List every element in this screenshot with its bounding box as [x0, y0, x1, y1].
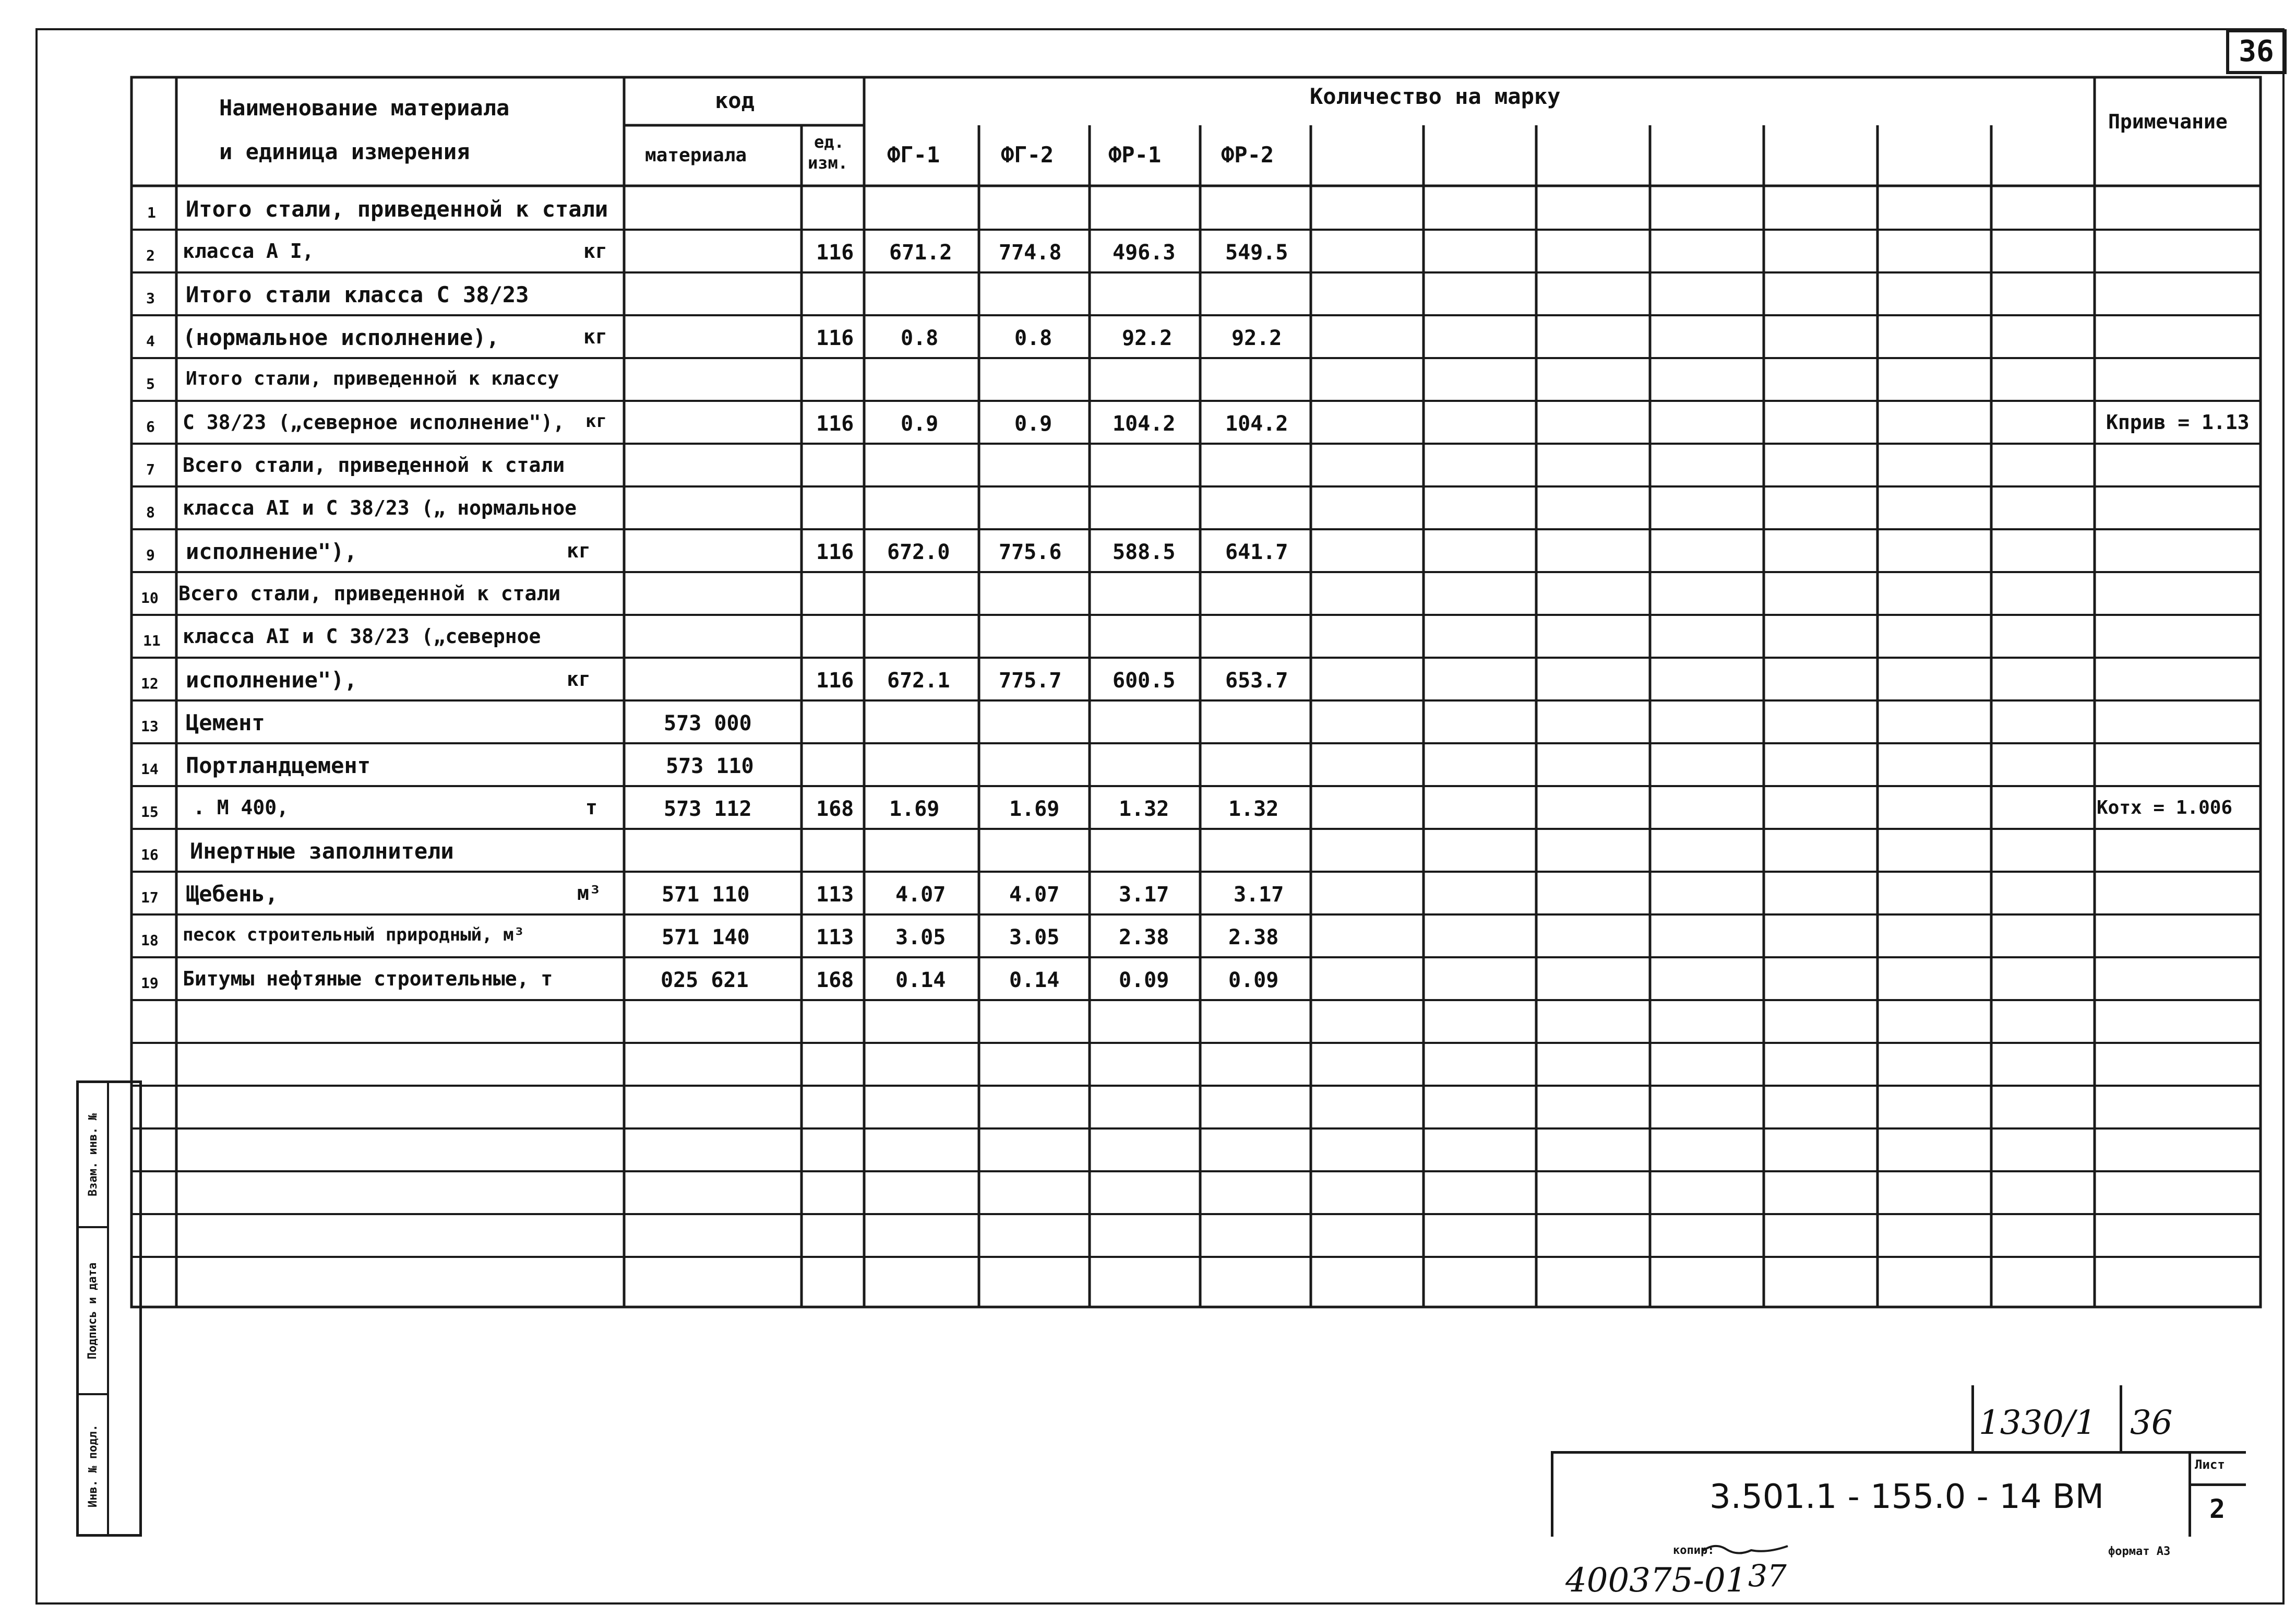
row-unit: 113: [816, 925, 854, 949]
row-unit: 113: [816, 883, 854, 907]
row-number: 13: [141, 718, 159, 735]
row-fr2: 104.2: [1225, 412, 1288, 436]
row-code: 573 112: [664, 797, 752, 821]
row-number: 8: [146, 504, 155, 521]
row-number: 14: [141, 761, 159, 778]
sheet-label: Лист: [2195, 1457, 2225, 1472]
row-number: 5: [146, 375, 155, 393]
header-mark-fg1: ФГ-1: [887, 142, 940, 168]
row-code: 571 110: [662, 883, 750, 907]
row-number: 10: [141, 589, 159, 607]
row-name: исполнение"),: [186, 667, 357, 693]
row-unit: 116: [816, 326, 854, 350]
handwritten-page: 36: [2130, 1404, 2173, 1442]
row-fr2: 1.32: [1228, 797, 1279, 821]
header-unit-line2: изм.: [808, 153, 848, 173]
row-fg2: 0.8: [1014, 326, 1053, 350]
header-mark-fr1: ФР-1: [1108, 142, 1162, 168]
row-name: Цемент: [186, 710, 265, 735]
row-fg1: 0.8: [901, 326, 939, 350]
row-name: (нормальное исполнение),: [183, 325, 499, 350]
row-name: песок строительный природный, м³: [183, 924, 525, 945]
row-unit-suffix: кг: [583, 325, 607, 348]
kopir-label: копир:: [1673, 1544, 1715, 1557]
row-unit: 116: [816, 412, 854, 436]
row-fg1: 671.2: [889, 241, 952, 265]
header-code-group: код: [715, 88, 755, 113]
row-code: 573 000: [664, 711, 752, 735]
row-fg2: 0.14: [1009, 968, 1060, 992]
row-unit: 116: [816, 241, 854, 265]
row-number: 6: [146, 418, 155, 435]
row-number: 16: [141, 846, 159, 863]
row-unit-suffix: кг: [567, 668, 591, 691]
row-fg1: 672.0: [887, 540, 950, 564]
handwritten-stamp: 400375-01: [1565, 1561, 1747, 1600]
row-name: Всего стали, приведенной к стали: [178, 582, 561, 605]
row-fr2: 3.17: [1234, 883, 1284, 907]
header-unit-line1: ед.: [814, 132, 844, 152]
row-fr1: 1.32: [1119, 797, 1169, 821]
left-approval-stamp: [76, 1080, 142, 1537]
row-unit-suffix: кг: [585, 411, 607, 432]
handwritten-number: 37: [1748, 1558, 1787, 1594]
row-unit: 116: [816, 540, 854, 564]
document-number: 3.501.1 - 155.0 - 14 ВМ: [1709, 1478, 2104, 1516]
row-fg1: 672.1: [887, 669, 950, 693]
row-number: 3: [146, 290, 155, 307]
row-fr2: 641.7: [1225, 540, 1288, 564]
row-fr1: 600.5: [1113, 669, 1176, 693]
header-quantity-group: Количество на марку: [1310, 84, 1561, 109]
row-number: 4: [146, 332, 155, 350]
stamp-replace-inv: Взам. инв. №: [86, 1113, 100, 1196]
row-name: Инертные заполнители: [190, 838, 454, 864]
row-fg2: 775.6: [999, 540, 1062, 564]
row-name: класса АI и С 38/23 („северное: [183, 625, 541, 648]
row-unit-suffix: кг: [567, 539, 591, 562]
row-code: 571 140: [662, 925, 750, 949]
title-block: [1551, 1385, 2246, 1537]
row-fg1: 4.07: [895, 883, 946, 907]
kopir-signature: [1699, 1540, 1793, 1561]
row-name: исполнение"),: [186, 539, 357, 564]
row-number: 7: [146, 461, 155, 478]
sheet-number: 2: [2209, 1494, 2226, 1524]
row-unit-suffix: т: [585, 796, 597, 819]
row-number: 1: [147, 204, 156, 221]
row-fg2: 1.69: [1009, 797, 1060, 821]
stamp-inv-no: Инв. № подл.: [86, 1424, 100, 1507]
row-fr1: 92.2: [1122, 326, 1173, 350]
row-name: Битумы нефтяные строительные, т: [183, 967, 553, 990]
stamp-sign-date: Подпись и дата: [86, 1262, 100, 1359]
row-fr1: 104.2: [1113, 412, 1176, 436]
row-number: 9: [146, 546, 155, 564]
row-fr2: 549.5: [1225, 241, 1288, 265]
row-fr1: 0.09: [1119, 968, 1169, 992]
row-fr1: 496.3: [1113, 241, 1176, 265]
row-number: 12: [141, 675, 159, 692]
row-fg1: 0.9: [901, 412, 939, 436]
row-name: Щебень,: [186, 881, 279, 907]
row-name: Портландцемент: [186, 753, 371, 778]
row-unit: 168: [816, 968, 854, 992]
row-note: Котх = 1.006: [2097, 797, 2233, 818]
row-note: Кприв = 1.13: [2106, 411, 2250, 434]
row-unit: 168: [816, 797, 854, 821]
header-name-line2: и единица измерения: [219, 139, 470, 164]
handwritten-code: 1330/1: [1979, 1404, 2097, 1442]
row-fr2: 0.09: [1228, 968, 1279, 992]
row-fg1: 0.14: [895, 968, 946, 992]
header-name-line1: Наименование материала: [219, 95, 510, 121]
row-code: 573 110: [666, 754, 754, 778]
row-code: 025 621: [661, 968, 749, 992]
format-label: формат А3: [2108, 1545, 2171, 1558]
row-fg2: 3.05: [1009, 925, 1060, 949]
header-mark-fr2: ФР-2: [1221, 142, 1274, 168]
row-fg2: 774.8: [999, 241, 1062, 265]
row-number: 19: [141, 975, 159, 992]
row-number: 18: [141, 932, 159, 949]
row-number: 15: [141, 803, 159, 821]
row-fr2: 2.38: [1228, 925, 1279, 949]
row-number: 11: [143, 632, 161, 649]
row-fg2: 0.9: [1014, 412, 1053, 436]
row-number: 17: [141, 889, 159, 906]
row-unit-suffix: кг: [583, 240, 607, 263]
header-code-material: материала: [645, 145, 747, 166]
row-fr1: 3.17: [1119, 883, 1169, 907]
row-name: С 38/23 („северное исполнение"),: [183, 411, 565, 434]
row-fr2: 92.2: [1231, 326, 1282, 350]
row-name: Итого стали класса С 38/23: [186, 282, 529, 307]
header-note: Примечание: [2108, 110, 2228, 133]
header-mark-fg2: ФГ-2: [1001, 142, 1054, 168]
row-name: Итого стали, приведенной к стали: [186, 196, 608, 222]
row-fr1: 588.5: [1113, 540, 1176, 564]
row-fg1: 3.05: [895, 925, 946, 949]
row-name: . М 400,: [193, 796, 289, 819]
row-unit-suffix: м³: [577, 882, 601, 905]
page-number: 36: [2226, 29, 2287, 74]
row-fg1: 1.69: [889, 797, 940, 821]
row-fr1: 2.38: [1119, 925, 1169, 949]
row-unit: 116: [816, 669, 854, 693]
row-name: класса А I,: [183, 240, 314, 263]
row-name: Итого стали, приведенной к классу: [186, 368, 559, 389]
row-fg2: 4.07: [1009, 883, 1060, 907]
row-name: Всего стали, приведенной к стали: [183, 454, 565, 477]
row-fr2: 653.7: [1225, 669, 1288, 693]
row-number: 2: [146, 247, 155, 264]
row-name: класса АI и С 38/23 („ нормальное: [183, 496, 577, 519]
row-fg2: 775.7: [999, 669, 1062, 693]
